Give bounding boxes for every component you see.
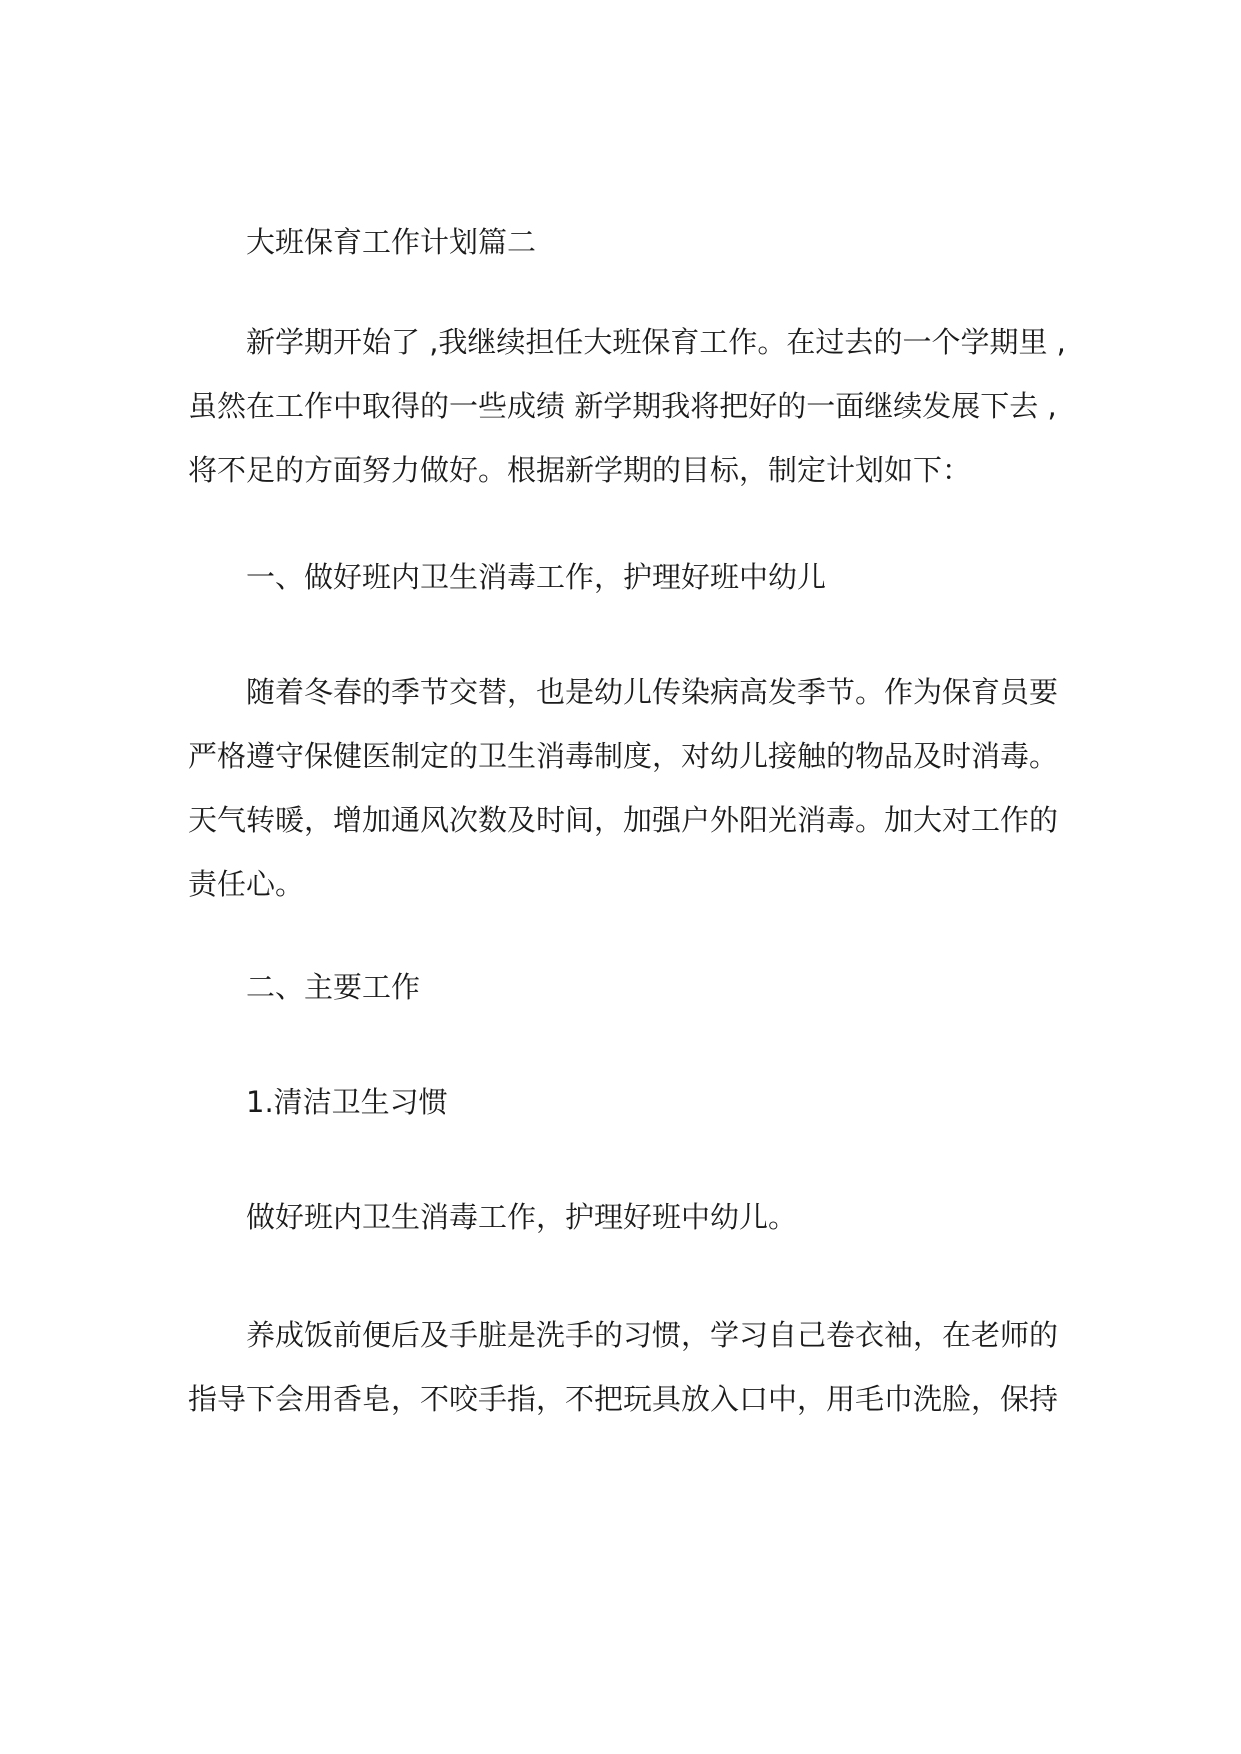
section-heading-2 xyxy=(188,955,1068,1019)
paragraph-line: 养成饭前便后及手脏是洗手的习惯，学习自己卷衣袖，在老师的 xyxy=(246,1318,1059,1352)
intro-paragraph xyxy=(188,310,1068,502)
document-title xyxy=(188,210,1068,274)
paragraph-line: 指导下会用香皂，不咬手指，不把玩具放入口中，用毛巾洗脸，保持 xyxy=(188,1382,1059,1416)
paragraph-line: 将不足的方面努力做好。根据新学期的目标，制定计划如下： xyxy=(188,453,972,487)
title-text: 大班保育工作计划篇二 xyxy=(246,225,537,259)
paragraph-line: 责任心。 xyxy=(188,867,305,901)
habits-paragraph xyxy=(188,1303,1068,1431)
paragraph-line: 随着冬春的季节交替，也是幼儿传染病高发季节。作为保育员要 xyxy=(246,675,1059,709)
paragraph-line: 新学期开始了 ,我继续担任大班保育工作。在过去的一个学期里 , xyxy=(246,325,1066,359)
section-1-paragraph xyxy=(188,660,1068,916)
subsection-heading-1 xyxy=(188,1070,1068,1134)
section-heading-1 xyxy=(188,545,1068,609)
paragraph-line: 虽然在工作中取得的一些成绩 新学期我将把好的一面继续发展下去 , xyxy=(188,389,1057,423)
paragraph-line: 严格遵守保健医制定的卫生消毒制度，对幼儿接触的物品及时消毒。 xyxy=(188,739,1059,773)
paragraph-line: 做好班内卫生消毒工作，护理好班中幼儿。 xyxy=(246,1200,798,1234)
heading-text: 一、做好班内卫生消毒工作，护理好班中幼儿 xyxy=(246,560,827,594)
subsection-1-paragraph xyxy=(188,1185,1068,1249)
heading-text: 二、主要工作 xyxy=(246,970,421,1004)
heading-text: 1.清洁卫生习惯 xyxy=(246,1085,448,1119)
paragraph-line: 天气转暖，增加通风次数及时间，加强户外阳光消毒。加大对工作的 xyxy=(188,803,1059,837)
